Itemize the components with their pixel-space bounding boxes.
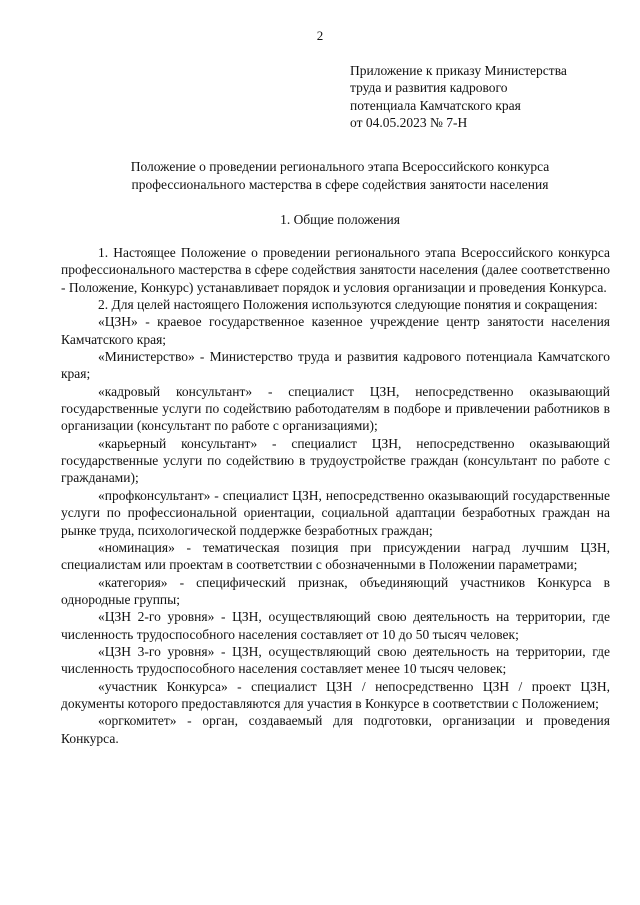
page-number: 2 [316, 28, 324, 43]
definition-paragraph: «ЦЗН 2-го уровня» - ЦЗН, осуществляющий свою деятельность на территории, где численность трудоспособного населения составляет от 10 до 50 тысяч человек; [61, 609, 610, 642]
document-body [61, 244, 610, 747]
definition-paragraph: «участник Конкурса» - специалист ЦЗН / непосредственно ЦЗН / проект ЦЗН, документы которого предоставляются для участия в Конкурсе в соответствии с Положением; [61, 678, 610, 711]
appendix-line: от 04.05.2023 № 7-Н [350, 115, 468, 131]
paragraph: 2. Для целей настоящего Положения используются следующие понятия и сокращения: [98, 297, 598, 313]
appendix-note [350, 62, 620, 132]
definition-paragraph: «оргкомитет» - орган, создаваемый для подготовки, организации и проведения Конкурса. [61, 713, 610, 746]
definition-paragraph: «ЦЗН» - краевое государственное казенное учреждение центр занятости населения Камчатского края; [61, 314, 610, 347]
definition-paragraph: «профконсультант» - специалист ЦЗН, непосредственно оказывающий государственные услуги по профессиональной ориентации, социальной адаптации безработных граждан на рынке труда, психологической поддержке безработных граждан; [61, 487, 610, 538]
definition-paragraph: «Министерство» - Министерство труда и развития кадрового потенциала Камчатского края; [61, 349, 610, 382]
document-title [60, 158, 620, 193]
definition-paragraph: «карьерный консультант» - специалист ЦЗН, непосредственно оказывающий государственные услуги по содействию в трудоустройстве граждан (консультант по работе с гражданами); [61, 435, 610, 486]
appendix-line: Приложение к приказу Министерства [350, 63, 567, 78]
appendix-line: труда и развития кадрового [350, 80, 508, 96]
paragraph: 1. Настоящее Положение о проведении регионального этапа Всероссийского конкурса профессионального мастерства в сфере содействия занятости населения (далее соответственно - Положение, Конкурс) устанавливает порядок и условия организации и проведения Конкурса. [61, 245, 610, 295]
section-heading: 1. Общие положения [280, 212, 400, 227]
definition-paragraph: «категория» - специфический признак, объединяющий участников Конкурса в однородные группы; [61, 574, 610, 607]
document-title-line: профессионального мастерства в сфере содействия занятости населения [131, 176, 549, 192]
definition-paragraph: «кадровый консультант» - специалист ЦЗН, непосредственно оказывающий государственные услуги по содействию работодателям в подборе и привлечении работников в организации (консультант по работе с организациями); [61, 383, 610, 434]
document-title-line: Положение о проведении регионального этапа Всероссийского конкурса [130, 159, 550, 174]
appendix-line: потенциала Камчатского края [350, 97, 521, 113]
definition-paragraph: «ЦЗН 3-го уровня» - ЦЗН, осуществляющий свою деятельность на территории, где численность трудоспособного населения составляет менее 10 тысяч человек; [61, 643, 610, 677]
definition-paragraph: «номинация» - тематическая позиция при присуждении наград лучшим ЦЗН, специалистам или проектам в соответствии с обозначенными в Положении параметрами; [61, 539, 610, 573]
